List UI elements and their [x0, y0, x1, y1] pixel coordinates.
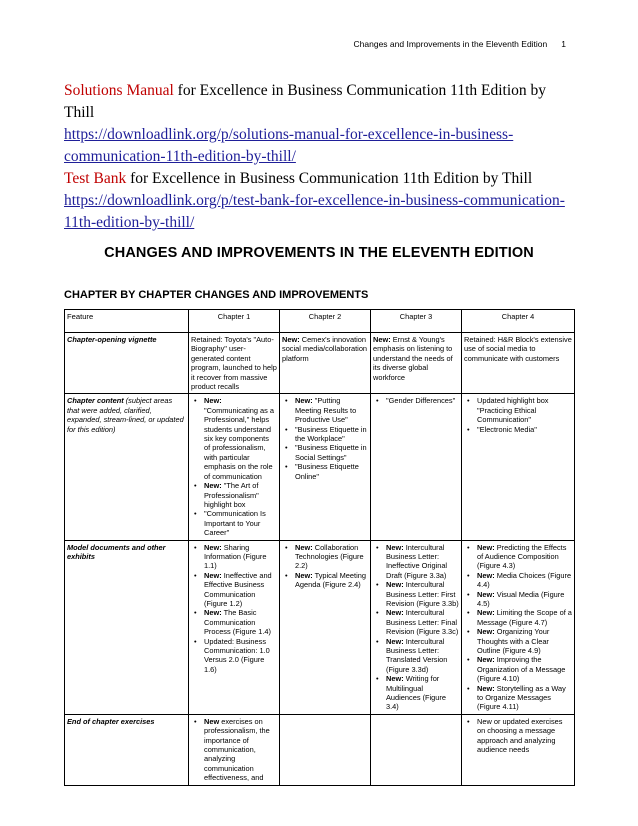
chapter-header: Chapter 4: [462, 310, 575, 333]
list-item-text: exercises on professionalism, the importance of communication, analyzing communication effectiveness, and: [204, 716, 270, 783]
row-label-text: Chapter content: [67, 396, 124, 406]
new-tag: New:: [295, 542, 313, 552]
row-label-vignette: Chapter-opening vignette: [65, 333, 189, 394]
cell-text: Ernst & Young's emphasis on listening to understand the needs of its diverse global workforce: [373, 335, 453, 382]
running-header-text: Changes and Improvements in the Eleventh Edition: [353, 39, 548, 49]
new-tag: New:: [477, 608, 495, 618]
new-tag: New:: [477, 627, 495, 637]
new-tag: New:: [204, 608, 222, 618]
new-tag: New:: [204, 481, 222, 491]
list-item: [204, 608, 277, 636]
table-row: [65, 333, 575, 394]
testbank-link[interactable]: https://downloadlink.org/p/test-bank-for-excellence-in-business-communication-11th-edition-by-thill/: [64, 192, 565, 231]
table-row: [65, 540, 575, 714]
list-item: [204, 571, 277, 609]
list-item: [477, 396, 572, 424]
cell: [189, 540, 280, 714]
list-item-text: Limiting the Scope of a Message (Figure 4.7): [477, 608, 572, 627]
list-item: [204, 509, 277, 537]
list-item: [204, 481, 277, 509]
table-row: [65, 394, 575, 540]
solutions-link[interactable]: https://downloadlink.org/p/solutions-manual-for-excellence-in-business-communication-11th-edition-by-thill/: [64, 126, 514, 165]
row-label-note: (subject areas that were added, clarified, expanded, stream-lined, or updated for this edition): [67, 396, 184, 434]
intro-block: [64, 80, 574, 234]
bullet-list: [282, 543, 368, 590]
new-tag: New:: [477, 683, 495, 693]
bullet-list: [191, 396, 277, 537]
new-tag: New:: [386, 608, 404, 618]
list-item-text: Writing for Multilingual Audiences (Figure 3.4): [386, 674, 446, 712]
list-item: [386, 637, 459, 675]
chapter-header: Chapter 1: [189, 310, 280, 333]
bullet-list: [464, 396, 572, 434]
new-tag: New:: [477, 542, 495, 552]
page-number: 1: [561, 39, 566, 49]
list-item: [295, 396, 368, 424]
new-tag: New:: [386, 580, 404, 590]
row-label-models: Model documents and other exhibits: [65, 540, 189, 714]
running-header: [354, 39, 566, 49]
list-item: [295, 571, 368, 590]
new-tag: New:: [386, 636, 404, 646]
list-item-text: "Gender Differences": [386, 396, 456, 406]
new-tag: New:: [295, 570, 313, 580]
list-item-text: Intercultural Business Letter: Ineffective Original Draft (Figure 3.3a): [386, 542, 448, 580]
list-item-text: The Basic Communication Process (Figure 1.4): [204, 608, 271, 637]
list-item-text: "Communication Is Important to Your Career": [204, 509, 266, 538]
list-item-text: "Putting Meeting Results to Productive Use": [295, 396, 357, 425]
chapter-header: Chapter 3: [371, 310, 462, 333]
new-tag: New: [204, 716, 220, 726]
list-item-text: Typical Meeting Agenda (Figure 2.4): [295, 570, 366, 590]
new-tag: New:: [477, 655, 495, 665]
cell: [280, 333, 371, 394]
cell: [371, 333, 462, 394]
new-tag: New:: [477, 589, 495, 599]
list-item-text: "Electronic Media": [477, 424, 537, 434]
list-item-text: Intercultural Business Letter: Translated Version (Figure 3.3d): [386, 636, 448, 674]
feature-header: Feature: [65, 310, 189, 333]
list-item: [386, 674, 459, 712]
cell: [280, 540, 371, 714]
solutions-line: [64, 80, 574, 124]
list-item-text: Updated highlight box "Practicing Ethical Communication": [477, 396, 549, 425]
testbank-line: [64, 168, 574, 190]
list-item: [295, 543, 368, 571]
cell: [371, 540, 462, 714]
list-item-text: Intercultural Business Letter: First Revision (Figure 3.3b): [386, 580, 459, 608]
new-tag: New:: [204, 396, 222, 406]
new-tag: New:: [386, 542, 404, 552]
new-tag: New:: [295, 396, 313, 406]
list-item: [477, 717, 572, 755]
list-item-text: Storytelling as a Way to Organize Messages (Figure 4.11): [477, 683, 566, 712]
solutions-title: for Excellence in Business Communication 11th Edition by Thill: [64, 82, 547, 121]
bullet-list: [191, 543, 277, 675]
cell: [462, 394, 575, 540]
list-item-text: Improving the Organization of a Message (Figure 4.10): [477, 655, 566, 684]
list-item-text: Ineffective and Effective Business Communication (Figure 1.2): [204, 570, 272, 608]
list-item: [386, 608, 459, 636]
cell: [189, 394, 280, 540]
list-item-text: Updated: Business Communication: 1.0 Versus 2.0 (Figure 1.6): [204, 636, 270, 674]
table-row: [65, 714, 575, 785]
list-item-text: Organizing Your Thoughts with a Clear Outline (Figure 4.9): [477, 627, 550, 655]
list-item: [386, 396, 459, 405]
list-item: [204, 637, 277, 675]
page-title: CHANGES AND IMPROVEMENTS IN THE ELEVENTH EDITION: [104, 245, 534, 261]
new-tag: New:: [282, 335, 300, 344]
bullet-list: [282, 396, 368, 481]
bullet-list: [464, 543, 572, 712]
cell: [280, 394, 371, 540]
cell: Retained: H&R Block's extensive use of social media to communicate with customers: [462, 333, 575, 394]
row-label-exercises: End of chapter exercises: [65, 714, 189, 785]
new-tag: New:: [204, 570, 222, 580]
section-title: CHAPTER BY CHAPTER CHANGES AND IMPROVEMENTS: [64, 289, 369, 301]
bullet-list: [373, 396, 459, 405]
list-item: [386, 543, 459, 581]
list-item: [477, 608, 572, 627]
list-item-text: "Business Etiquette in the Workplace": [295, 424, 367, 444]
cell: [371, 714, 462, 785]
list-item-text: New or updated exercises on choosing a message approach and analyzing audience needs: [477, 716, 563, 755]
list-item: [295, 462, 368, 481]
list-item: [295, 425, 368, 444]
solutions-manual-label: Solutions Manual: [64, 82, 174, 99]
new-tag: New:: [373, 335, 391, 344]
list-item-text: Intercultural Business Letter: Final Revision (Figure 3.3c): [386, 608, 459, 637]
list-item-text: Visual Media (Figure 4.5): [477, 589, 565, 608]
list-item-text: Sharing Information (Figure 1.1): [204, 542, 267, 571]
bullet-list: [464, 717, 572, 755]
list-item: [295, 443, 368, 462]
cell: [280, 714, 371, 785]
list-item: [204, 543, 277, 571]
list-item: [477, 684, 572, 712]
list-item: [477, 627, 572, 655]
list-item-text: Collaboration Technologies (Figure 2.2): [295, 542, 364, 571]
cell-text: Cemex's innovation social media/collaboration platform: [282, 335, 368, 363]
list-item-text: "Communicating as a Professional," helps students understand six key components of professionalism, with particular emphasis on the role of communication: [204, 405, 274, 481]
list-item-text: Media Choices (Figure 4.4): [477, 570, 572, 590]
list-item: [204, 717, 277, 783]
cell: [462, 540, 575, 714]
list-item-text: "Business Etiquette Online": [295, 462, 359, 481]
list-item: [477, 655, 572, 683]
list-item-text: Predicting the Effects of Audience Composition (Figure 4.3): [477, 542, 567, 571]
bullet-list: [373, 543, 459, 712]
table-header-row: [65, 310, 575, 333]
cell: [371, 394, 462, 540]
list-item: [477, 425, 572, 434]
new-tag: New:: [477, 570, 495, 580]
testbank-title: for Excellence in Business Communication 11th Edition by Thill: [126, 170, 533, 187]
chapter-header: Chapter 2: [280, 310, 371, 333]
list-item: [204, 396, 277, 481]
changes-table: [64, 309, 575, 786]
list-item-text: "Business Etiquette in Social Settings": [295, 443, 367, 462]
list-item: [386, 580, 459, 608]
bullet-list: [191, 717, 277, 783]
list-item: [477, 571, 572, 590]
new-tag: New:: [386, 674, 404, 684]
test-bank-label: Test Bank: [64, 170, 127, 187]
new-tag: New:: [204, 542, 222, 552]
list-item: [477, 543, 572, 571]
row-label-content: [65, 394, 189, 540]
cell: [462, 714, 575, 785]
list-item: [477, 590, 572, 609]
list-item-text: "The Art of Professionalism" highlight box: [204, 481, 259, 509]
cell: [189, 714, 280, 785]
cell: Retained: Toyota's "Auto-Biography" user-generated content program, launched to help it recover from massive product recalls: [189, 333, 280, 394]
